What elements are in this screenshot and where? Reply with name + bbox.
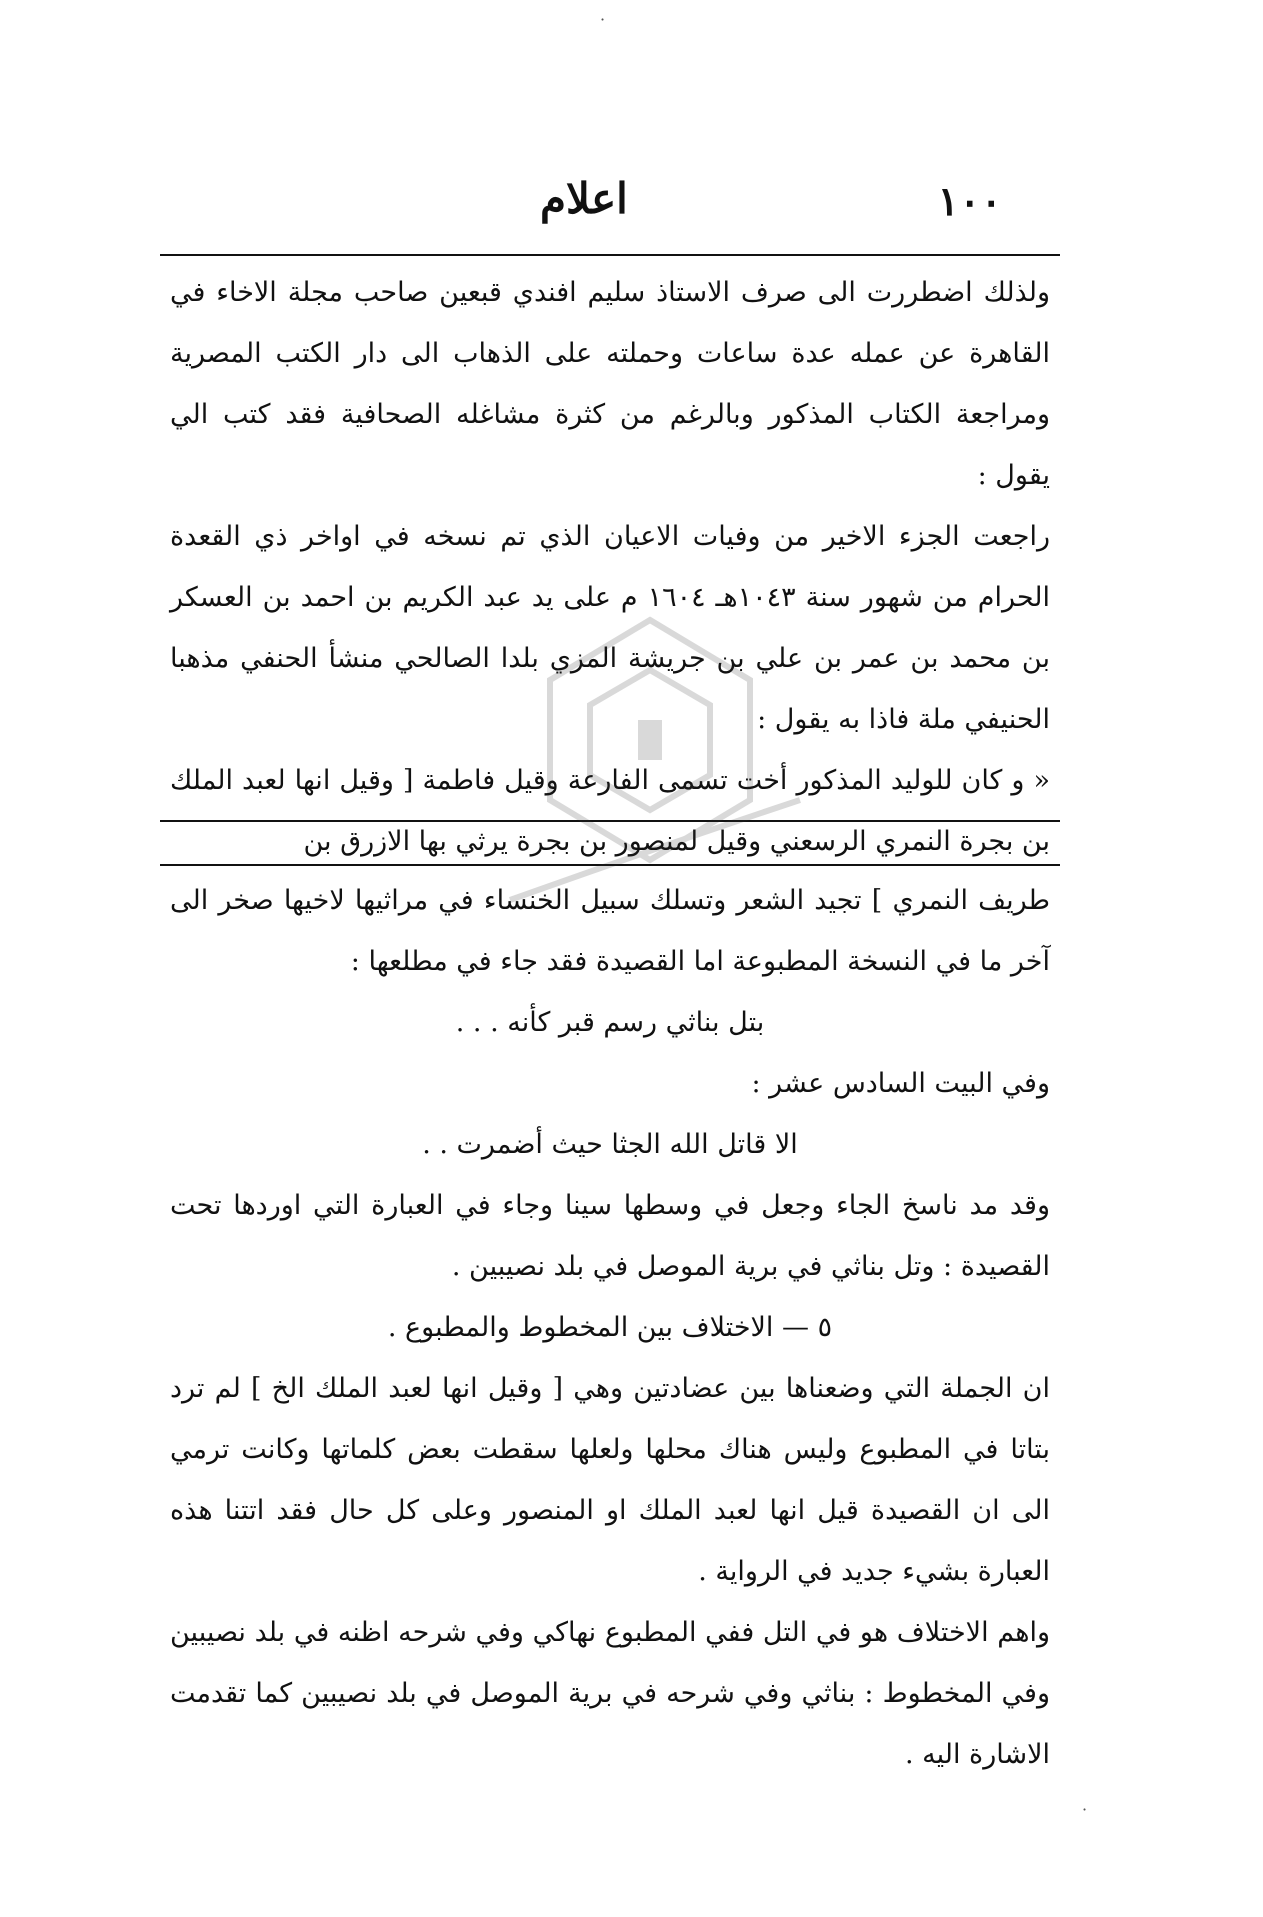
page-number: ١٠٠ xyxy=(937,178,1002,225)
running-title: اعلام xyxy=(540,174,628,223)
scan-mark: · xyxy=(1082,1800,1088,1819)
paragraph: راجعت الجزء الاخير من وفيات الاعيان الذي تم نسخه في اواخر ذي القعدة الحرام من شهور سنة ١٠٤٣هـ ١٦٠٤ م على يد عبد الكريم بن احمد بن العسكر بن محمد بن عمر بن علي بن جريشة المزي بلدا الصالحي منشأ الحنفي مذهبا الحنيفي ملة فاذا به يقول : xyxy=(170,521,1051,735)
paragraph: وقد مد ناسخ الجاء وجعل في وسطها سينا وجاء في العبارة التي اوردها تحت القصيدة : وتل بناثي في برية الموصل في بلد نصيبين . xyxy=(170,1190,1050,1282)
paragraph: واهم الاختلاف هو في التل ففي المطبوع نهاكي وفي شرحه اظنه في بلد نصيبين وفي المخطوط : بناثي وفي شرحه في برية الموصل في بلد نصيبين كما تقدمت الاشارة اليه . xyxy=(170,1617,1050,1770)
watermark-logo xyxy=(470,600,830,930)
verse-line: الا قاتل الله الجثا حيث أضمرت . . xyxy=(422,1129,798,1160)
paragraph: وفي البيت السادس عشر : xyxy=(751,1068,1050,1099)
paragraph: ان الجملة التي وضعناها بين عضادتين وهي [ وقيل انها لعبد الملك الخ ] لم ترد بتاتا في المطبوع وليس هناك محلها ولعلها سقطت بعض كلماتها وكانت ترمي الى ان القصيدة قيل انها لعبد الملك او المنصور وعلى كل حال فقد اتتنا هذه العبارة بشيء جديد في الرواية . xyxy=(170,1373,1050,1587)
page-header xyxy=(160,170,1060,240)
verse-line: بتل بناثي رسم قبر كأنه . . . xyxy=(455,1007,765,1038)
section-heading: ٥ — الاختلاف بين المخطوط والمطبوع . xyxy=(387,1312,833,1343)
header-rule xyxy=(160,254,1060,256)
scan-mark: · xyxy=(600,10,606,29)
paragraph: ولذلك اضطررت الى صرف الاستاذ سليم افندي قبعين صاحب مجلة الاخاء في القاهرة عن عمله عدة ساعات وحملته على الذهاب الى دار الكتب المصرية ومراجعة الكتاب المذكور وبالرغم من كثرة مشاغله الصحافية فقد كتب الي يقول : xyxy=(170,277,1050,491)
quote-paragraph: « و كان للوليد المذكور أخت تسمى الفارعة وقيل فاطمة [ وقيل انها لعبد الملك بن بجرة النمري الرسعني وقيل لمنصور بن بجرة يرثي بها الازرق بن xyxy=(170,765,1050,857)
paragraph: طريف النمري ] تجيد الشعر وتسلك سبيل الخنساء في مراثيها لاخيها صخر الى آخر ما في النسخة المطبوعة اما القصيدة فقد جاء في مطلعها : xyxy=(170,885,1050,977)
text-block-bottom xyxy=(170,870,1050,1785)
